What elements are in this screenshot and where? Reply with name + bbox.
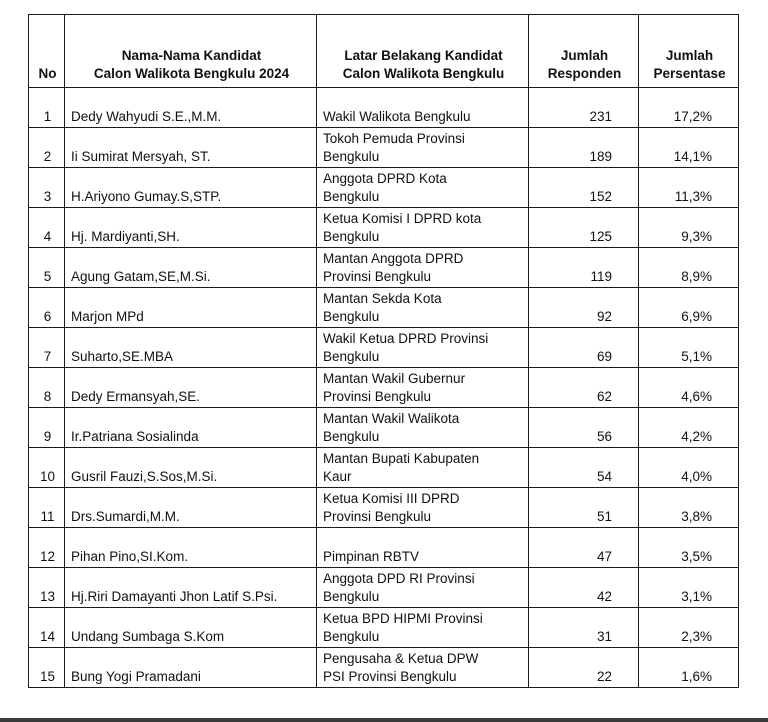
row-nama: Ir.Patriana Sosialinda [65, 408, 317, 448]
table-row [29, 248, 739, 288]
row-nama: Hj. Mardiyanti,SH. [65, 208, 317, 248]
row-latar-line1: Pengusaha & Ketua DPW [323, 651, 479, 666]
header-jumlah-responden [529, 15, 639, 88]
header-nama [65, 15, 317, 88]
table-row [29, 88, 739, 128]
row-persen: 2,3% [639, 608, 739, 648]
row-latar-line1: Mantan Wakil Walikota [323, 411, 460, 426]
row-latar-line2: Kaur [323, 469, 352, 484]
row-nama: Gusril Fauzi,S.Sos,M.Si. [65, 448, 317, 488]
row-persen: 4,2% [639, 408, 739, 448]
row-latar [317, 248, 529, 288]
header-latar [317, 15, 529, 88]
row-responden: 231 [529, 88, 639, 128]
row-responden: 152 [529, 168, 639, 208]
row-responden: 22 [529, 648, 639, 688]
row-no: 2 [29, 128, 65, 168]
table-row [29, 448, 739, 488]
header-latar-line1: Latar Belakang Kandidat [344, 48, 503, 63]
row-latar-line2: Bengkulu [323, 349, 380, 364]
row-nama: Hj.Riri Damayanti Jhon Latif S.Psi. [65, 568, 317, 608]
row-latar [317, 408, 529, 448]
row-persen: 4,0% [639, 448, 739, 488]
row-latar-line1: Ketua Komisi III DPRD [323, 491, 460, 506]
row-nama: Marjon MPd [65, 288, 317, 328]
row-latar-line1: Mantan Bupati Kabupaten [323, 451, 480, 466]
row-latar-line1: Mantan Wakil Gubernur [323, 371, 466, 386]
row-latar-line2: Bengkulu [323, 309, 380, 324]
row-persen: 5,1% [639, 328, 739, 368]
row-latar [317, 488, 529, 528]
row-no: 4 [29, 208, 65, 248]
row-no: 8 [29, 368, 65, 408]
table-row [29, 208, 739, 248]
row-responden: 51 [529, 488, 639, 528]
header-jumlah-line1: Jumlah [560, 48, 609, 63]
row-responden: 69 [529, 328, 639, 368]
header-no: No [29, 15, 65, 88]
row-nama: Drs.Sumardi,M.M. [65, 488, 317, 528]
row-latar-line1: Ketua Komisi I DPRD kota [323, 211, 482, 226]
row-no: 9 [29, 408, 65, 448]
row-latar-line2: Bengkulu [323, 589, 380, 604]
row-no: 12 [29, 528, 65, 568]
row-persen: 1,6% [639, 648, 739, 688]
table-row [29, 608, 739, 648]
row-latar-line2: Wakil Walikota Bengkulu [323, 109, 471, 124]
row-responden: 125 [529, 208, 639, 248]
row-persen: 3,8% [639, 488, 739, 528]
header-nama-line1: Nama-Nama Kandidat [121, 48, 262, 63]
row-latar [317, 328, 529, 368]
table-row [29, 568, 739, 608]
row-responden: 92 [529, 288, 639, 328]
row-responden: 42 [529, 568, 639, 608]
row-responden: 119 [529, 248, 639, 288]
row-latar-line2: Provinsi Bengkulu [323, 389, 432, 404]
row-latar-line1: Anggota DPRD Kota [323, 171, 447, 186]
row-nama: Bung Yogi Pramadani [65, 648, 317, 688]
row-nama: H.Ariyono Gumay.S,STP. [65, 168, 317, 208]
row-responden: 31 [529, 608, 639, 648]
row-nama: Undang Sumbaga S.Kom [65, 608, 317, 648]
row-no: 14 [29, 608, 65, 648]
header-persen-line1: Jumlah [665, 48, 714, 63]
row-no: 11 [29, 488, 65, 528]
row-nama: Agung Gatam,SE,M.Si. [65, 248, 317, 288]
row-latar [317, 608, 529, 648]
row-no: 10 [29, 448, 65, 488]
row-latar [317, 368, 529, 408]
table-row [29, 648, 739, 688]
row-responden: 62 [529, 368, 639, 408]
row-persen: 3,1% [639, 568, 739, 608]
row-responden: 189 [529, 128, 639, 168]
row-responden: 56 [529, 408, 639, 448]
row-nama: Pihan Pino,SI.Kom. [65, 528, 317, 568]
header-jumlah-line2: Responden [547, 66, 622, 81]
header-latar-line2: Calon Walikota Bengkulu [342, 66, 505, 81]
row-latar-line1: Ketua BPD HIPMI Provinsi [323, 611, 483, 626]
row-latar-line2: Bengkulu [323, 149, 380, 164]
row-latar-line1: Tokoh Pemuda Provinsi [323, 131, 465, 146]
row-responden: 47 [529, 528, 639, 568]
row-latar-line1: Wakil Ketua DPRD Provinsi [323, 331, 489, 346]
table-row [29, 288, 739, 328]
row-no: 13 [29, 568, 65, 608]
row-latar-line2: PSI Provinsi Bengkulu [323, 669, 457, 684]
row-latar-line2: Provinsi Bengkulu [323, 509, 432, 524]
row-latar [317, 168, 529, 208]
table-header-row [29, 15, 739, 88]
row-nama: Dedy Ermansyah,SE. [65, 368, 317, 408]
row-latar [317, 648, 529, 688]
header-nama-line2: Calon Walikota Bengkulu 2024 [93, 66, 290, 81]
survey-table-container [28, 14, 738, 688]
row-latar [317, 528, 529, 568]
row-persen: 11,3% [639, 168, 739, 208]
row-latar-line2: Bengkulu [323, 629, 380, 644]
row-latar-line2: Bengkulu [323, 189, 380, 204]
row-persen: 8,9% [639, 248, 739, 288]
table-row [29, 128, 739, 168]
row-responden: 54 [529, 448, 639, 488]
row-latar-line2: Bengkulu [323, 229, 380, 244]
table-row [29, 368, 739, 408]
table-row [29, 408, 739, 448]
row-persen: 9,3% [639, 208, 739, 248]
header-persen-line2: Persentase [653, 66, 726, 81]
row-latar-line2: Bengkulu [323, 429, 380, 444]
row-latar-line1: Mantan Sekda Kota [323, 291, 442, 306]
row-nama: Dedy Wahyudi S.E.,M.M. [65, 88, 317, 128]
row-latar [317, 88, 529, 128]
row-latar [317, 288, 529, 328]
row-persen: 4,6% [639, 368, 739, 408]
row-latar [317, 568, 529, 608]
row-latar-line2: Provinsi Bengkulu [323, 269, 432, 284]
row-latar-line1: Anggota DPD RI Provinsi [323, 571, 475, 586]
row-persen: 3,5% [639, 528, 739, 568]
header-persentase [639, 15, 739, 88]
row-no: 1 [29, 88, 65, 128]
row-no: 6 [29, 288, 65, 328]
candidate-survey-table [28, 14, 739, 688]
bottom-edge-divider [0, 718, 768, 722]
row-latar-line1: Mantan Anggota DPRD [323, 251, 464, 266]
row-nama: Ii Sumirat Mersyah, ST. [65, 128, 317, 168]
row-persen: 6,9% [639, 288, 739, 328]
row-no: 7 [29, 328, 65, 368]
table-row [29, 488, 739, 528]
row-nama: Suharto,SE.MBA [65, 328, 317, 368]
row-latar [317, 448, 529, 488]
row-no: 3 [29, 168, 65, 208]
row-latar [317, 208, 529, 248]
row-latar [317, 128, 529, 168]
row-latar-line2: Pimpinan RBTV [323, 549, 420, 564]
table-row [29, 168, 739, 208]
row-persen: 17,2% [639, 88, 739, 128]
row-no: 5 [29, 248, 65, 288]
row-persen: 14,1% [639, 128, 739, 168]
row-no: 15 [29, 648, 65, 688]
table-row [29, 528, 739, 568]
table-row [29, 328, 739, 368]
